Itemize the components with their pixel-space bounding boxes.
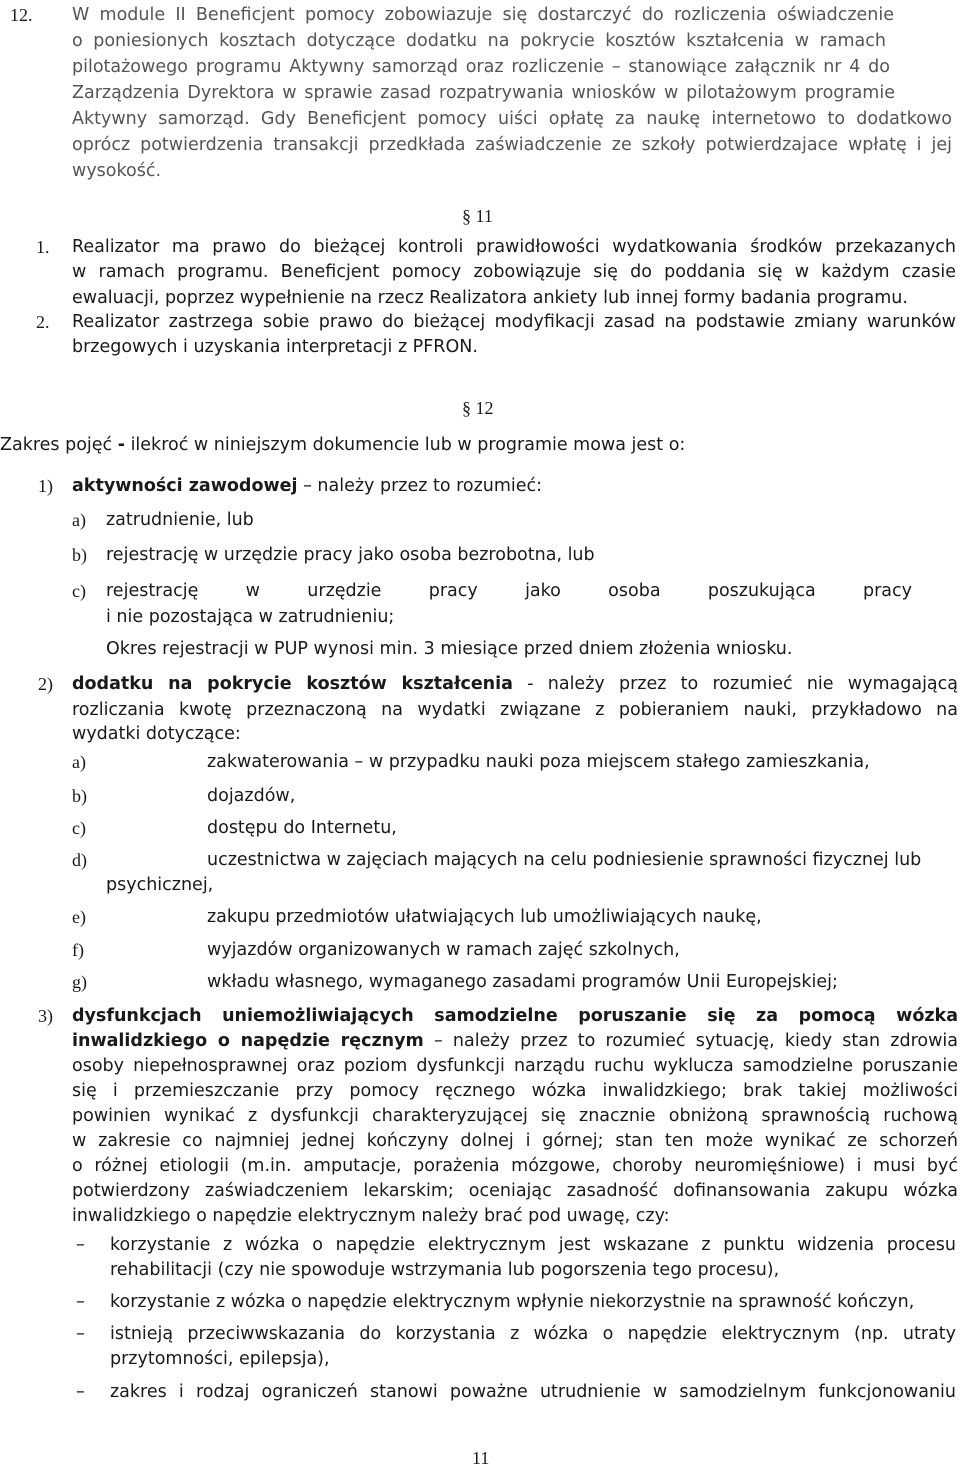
definition-number: 3)	[38, 1006, 53, 1026]
paragraph-line: potwierdzony zaświadczeniem lekarskim; oceniając zasadność dofinansowania zakupu wózka	[72, 1181, 958, 1201]
sub-item-mark: d)	[72, 850, 87, 870]
definition-3: inwalidzkiego o napędzie ręcznym – należy przez to rozumieć sytuację, kiedy stan zdrowia	[72, 1031, 958, 1051]
intro-line: W module II Beneficjent pomocy zobowiazuje się dostarczyć do rozliczenia oświadczenie	[72, 5, 894, 25]
bullet-dash: –	[76, 1324, 85, 1344]
intro-line: Zarządzenia Dyrektora w sprawie zasad rozpatrywania wniosków w pilotażowym programie	[72, 83, 895, 103]
sub-item-text: i nie pozostająca w zatrudnieniu;	[106, 607, 395, 627]
sub-item-text: uczestnictwa w zajęciach mających na celu podniesienie sprawności fizycznej lub	[207, 850, 922, 870]
paragraph-line: inwalidzkiego o napędzie elektrycznym należy brać pod uwagę, czy:	[72, 1206, 670, 1226]
paragraph-line: o różnej etiologii (m.in. amputacje, porażenia mózgowe, choroby neuromięśniowe) i musi być	[72, 1156, 958, 1176]
sub-item-text: wkładu własnego, wymaganego zasadami programów Unii Europejskiej;	[207, 972, 838, 992]
sub-item-mark: a)	[72, 510, 86, 530]
item-number: 12.	[10, 5, 33, 25]
paragraph-line: wydatki dotyczące:	[72, 724, 241, 744]
paragraph-line: Realizator ma prawo do bieżącej kontroli prawidłowości wydatkowania środków przekazanych	[72, 237, 956, 257]
bullet-dash: –	[76, 1382, 85, 1402]
sub-item-mark: b)	[72, 786, 87, 806]
item-number: 1.	[36, 237, 50, 257]
definition-term: dysfunkcjach uniemożliwiających samodzielne poruszanie się za pomocą wózka	[72, 1006, 958, 1026]
paragraph-line: w ramach programu. Beneficjent pomocy zobowiązuje się do poddania się w każdym czasie	[72, 262, 956, 282]
sub-item-mark: f)	[72, 940, 84, 960]
definition-term: dodatku na pokrycie kosztów kształcenia	[72, 674, 513, 694]
sub-item-text: zakupu przedmiotów ułatwiających lub umożliwiających naukę,	[207, 907, 762, 927]
sub-item-mark: c)	[72, 818, 86, 838]
paragraph-line: w zakresie co najmniej jednej kończyny dolnej i górnej; stan ten może wynikać ze schorzeń	[72, 1131, 958, 1151]
sub-item-text: rejestrację w urzędzie pracy jako osoba bezrobotna, lub	[106, 545, 595, 565]
bullet-text: korzystanie z wózka o napędzie elektrycznym jest wskazane z punktu widzenia procesu	[110, 1235, 956, 1255]
section-heading: § 12	[462, 398, 494, 418]
sub-item-mark: g)	[72, 972, 87, 992]
section-heading: § 11	[462, 206, 493, 226]
intro-line: Aktywny samorząd. Gdy Beneficjent pomocy uiści opłatę za naukę internetowo to dodatkowo	[72, 109, 952, 129]
bullet-text: istnieją przeciwwskazania do korzystania z wózka o napędzie elektrycznym (np. utraty	[110, 1324, 956, 1344]
sub-item-text: dostępu do Internetu,	[207, 818, 397, 838]
paragraph-line: ewaluacji, poprzez wypełnienie na rzecz Realizatora ankiety lub innej formy badania programu.	[72, 288, 908, 308]
sub-item-mark: c)	[72, 581, 86, 601]
definition-note: Okres rejestracji w PUP wynosi min. 3 miesiące przed dniem złożenia wniosku.	[106, 639, 793, 659]
intro-line: oprócz potwierdzenia transakcji przedkłada zaświadczenie ze szkoły potwierdzajace wpłatę i jej	[72, 135, 952, 155]
sub-item-text: zatrudnienie, lub	[106, 510, 254, 530]
definition-2: dodatku na pokrycie kosztów kształcenia - należy przez to rozumieć nie wymagającą	[72, 674, 959, 694]
sub-item-text: zakwaterowania – w przypadku nauki poza miejscem stałego zamieszkania,	[207, 752, 870, 772]
paragraph-line: powinien wynikać z dysfunkcji charakteryzującej się znacznie obniżoną sprawnością ruchową	[72, 1106, 958, 1126]
sub-item-mark: a)	[72, 752, 86, 772]
definitions-intro: Zakres pojęć - ilekroć w niniejszym dokumencie lub w programie mowa jest o:	[0, 435, 686, 455]
page-number: 11	[472, 1448, 490, 1468]
paragraph-line: rozliczania kwotę przeznaczoną na wydatki związane z pobieraniem nauki, przykładowo na	[72, 700, 958, 720]
sub-item-text: dojazdów,	[207, 786, 296, 806]
sub-item-mark: e)	[72, 907, 86, 927]
bullet-text: zakres i rodzaj ograniczeń stanowi poważne utrudnienie w samodzielnym funkcjonowaniu	[110, 1382, 956, 1402]
definition-number: 2)	[38, 674, 53, 694]
item-number: 2.	[36, 312, 50, 332]
paragraph-line: się i przemieszczanie przy pomocy ręcznego wózka inwalidzkiego; brak takiej możliwości	[72, 1081, 958, 1101]
definition-1: aktywności zawodowej – należy przez to rozumieć:	[72, 476, 543, 496]
definition-term: aktywności zawodowej	[72, 476, 298, 496]
bullet-text: rehabilitacji (czy nie spowoduje wstrzymania lub pogorszenia tego procesu),	[110, 1260, 780, 1280]
bullet-dash: –	[76, 1235, 85, 1255]
paragraph-line: Realizator zastrzega sobie prawo do bieżącej modyfikacji zasad na podstawie zmiany warunków	[72, 312, 956, 332]
paragraph-line: osoby niepełnosprawnej oraz poziom dysfunkcji narządu ruchu wyklucza samodzielne poruszanie	[72, 1056, 958, 1076]
bullet-text: przytomności, epilepsja),	[110, 1349, 330, 1369]
definition-number: 1)	[38, 476, 53, 496]
sub-item-text: rejestrację w urzędzie pracy jako osoba poszukująca pracy	[106, 581, 912, 601]
sub-item-text: psychicznej,	[106, 875, 214, 895]
bullet-dash: –	[76, 1292, 85, 1312]
sub-item-text: wyjazdów organizowanych w ramach zajęć szkolnych,	[207, 940, 680, 960]
paragraph-line: brzegowych i uzyskania interpretacji z PFRON.	[72, 337, 478, 357]
bullet-text: korzystanie z wózka o napędzie elektrycznym wpłynie niekorzystnie na sprawność kończyn,	[110, 1292, 915, 1312]
intro-line: pilotażowego programu Aktywny samorząd oraz rozliczenie – stanowiące załącznik nr 4 do	[72, 57, 890, 77]
sub-item-mark: b)	[72, 545, 87, 565]
intro-line: wysokość.	[72, 161, 162, 181]
definition-term: inwalidzkiego o napędzie ręcznym	[72, 1031, 424, 1051]
intro-line: o poniesionych kosztach dotyczące dodatku na pokrycie kosztów kształcenia w ramach	[72, 31, 886, 51]
